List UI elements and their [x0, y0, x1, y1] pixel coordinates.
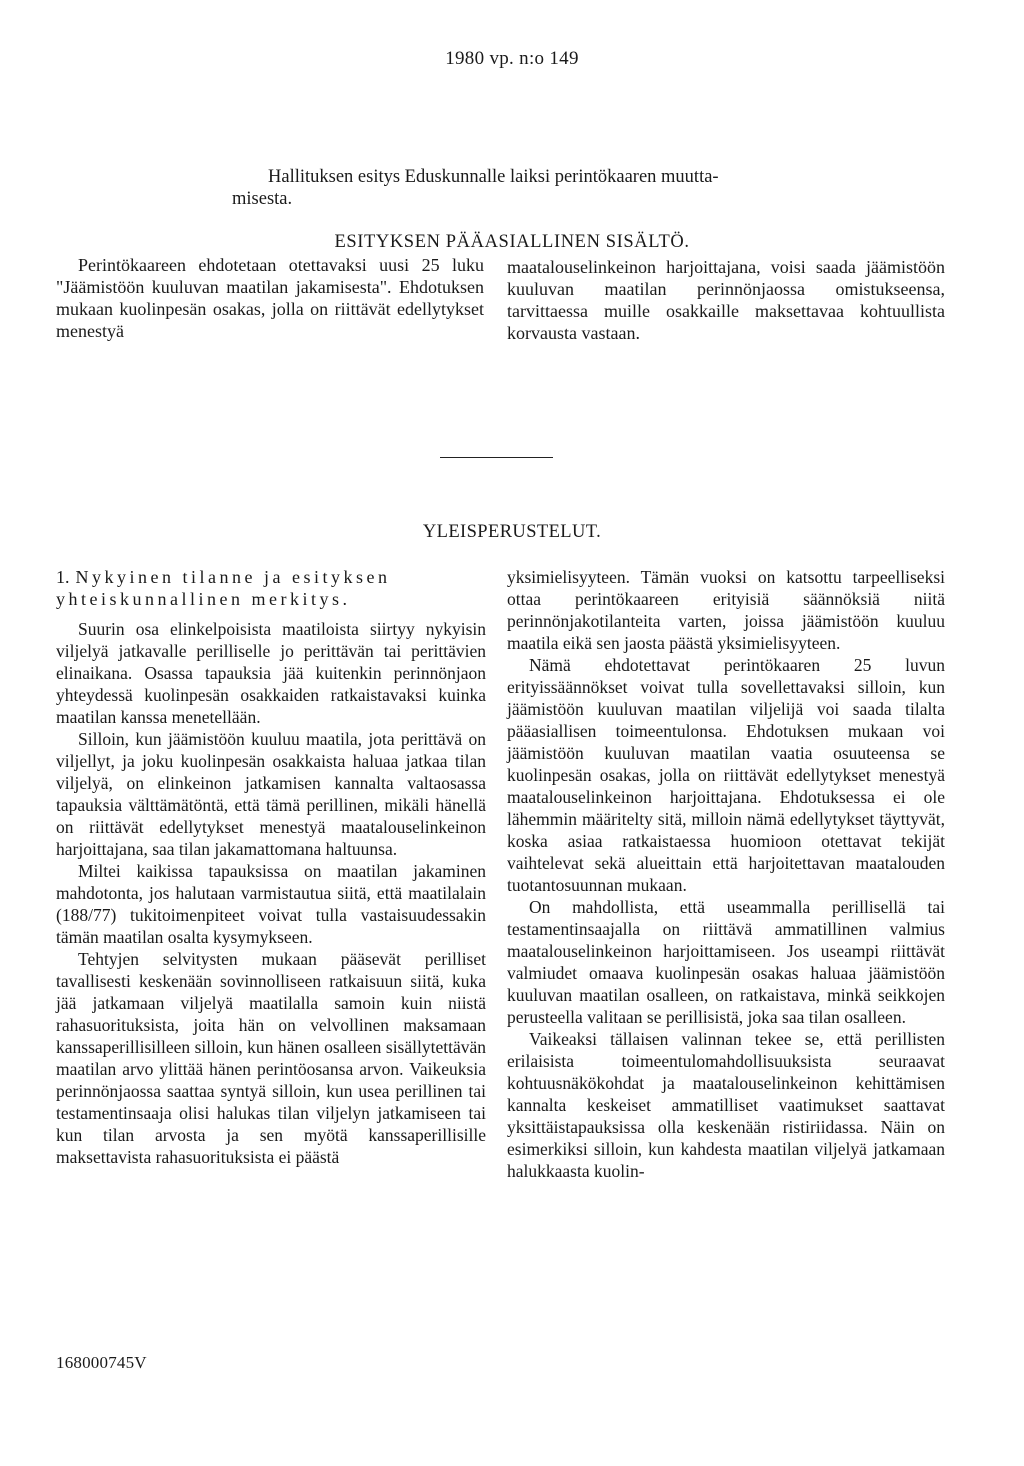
body-paragraph: Suurin osa elinkelpoisista maatiloista siirtyy nykyisin viljelyä jatkavalle perilliselle jo perittävän tai perittävien elinaikana. Osassa tapauksia jää kuitenkin perinnönjaon yhteydessä kuolinpesän osakkaiden ratkaistavaksi kuinka maatilan kanssa menetellään.	[56, 619, 486, 727]
summary-right-text: maatalouselinkeinon harjoittajana, voisi saada jäämistöön kuuluvan maatilan perinnönjaossa omistukseensa, tarvittaessa muille osakkaille maksettavaa kohtuullista korvausta vastaan.	[507, 257, 945, 343]
summary-heading: ESITYKSEN PÄÄASIALLINEN SISÄLTÖ.	[334, 232, 690, 252]
summary-left-column	[56, 254, 484, 342]
body-right-column	[507, 566, 945, 1182]
page-header: 1980 vp. n:o 149	[445, 48, 579, 69]
document-code: 168000745V	[56, 1353, 147, 1372]
general-heading: YLEISPERUSTELUT.	[422, 522, 602, 542]
body-left-column	[56, 566, 486, 1168]
summary-left-text: Perintökaareen ehdotetaan otettavaksi uusi 25 luku "Jäämistöön kuuluvan maatilan jakamisesta". Ehdotuksen mukaan kuolinpesän osakas, jolla on riittävät edellytykset menestyä	[56, 255, 484, 341]
body-paragraph: On mahdollista, että useammalla perillisellä tai testamentinsaajalla on riittävä ammatillinen valmius maatalouselinkeinon harjoittamiseen. Jos useampi riittävät valmiudet omaava kuolinpesän osakas haluaa jäämistöön kuuluvan maatilan osalleen, on ratkaistava, minkä seikkojen perusteella valitaan se perillisistä, joka saa tilan osalleen.	[507, 897, 945, 1027]
body-paragraph-continued: yksimielisyyteen. Tämän vuoksi on katsottu tarpeelliseksi ottaa perintökaareen erityisiä säännöksiä niitä perinnönjakotilanteita varten, joissa jäämistöön kuuluu maatila eikä sen jaosta päästä yksimielisyyteen.	[507, 567, 945, 653]
body-paragraph: Miltei kaikissa tapauksissa on maatilan jakaminen mahdotonta, jos halutaan varmistautua siitä, että maatilalain (188/77) tukitoimenpiteet voivat tulla vastaisuudessakin tämän maatilan osalta kysymykseen.	[56, 861, 486, 947]
title-line-1: Hallituksen esitys Eduskunnalle laiksi perintökaaren muutta-	[268, 167, 719, 187]
document-title	[232, 166, 792, 210]
summary-right-column	[507, 256, 945, 344]
body-paragraph: Vaikeaksi tällaisen valinnan tekee se, että perillisten erilaisista toimeentulomahdollisuuksista seuraavat kohtuusnäkökohdat ja maatalouselinkeinon kehittämisen kannalta keskeiset ammatilliset vaatimukset saattavat yksittäistapauksissa olla keskenään ristiriidassa. Näin on esimerkiksi silloin, kun kahdesta maatilan viljelyä jatkamaan halukkaasta kuolin-	[507, 1029, 945, 1181]
body-paragraph: Nämä ehdotettavat perintökaaren 25 luvun erityissäännökset voivat tulla sovellettavaksi silloin, kun jäämistöön kuuluvan maatilan viljelijä voi saada tilalta pääasiallisen toimeentulonsa. Ehdotuksen mukaan voi jäämistöön kuuluvan maatilan vaatia osuuteensa se kuolinpesän osakas, jolla on riittävät edellytykset menestyä maatalouselinkeinon harjoittajana. Ehdotuksessa ei ole lähemmin määritelty sitä, milloin nämä edellytykset täyttyvät, koska asiaa ratkaistaessa huomioon otettavat tekijät vaihtelevat sekä alueittain että harjoitettavan maatalouden tuotantosuunnan mukaan.	[507, 655, 945, 895]
title-line-2: misesta.	[232, 189, 293, 209]
section-number: 1.	[56, 567, 70, 587]
section-heading	[56, 566, 486, 610]
section-divider	[440, 457, 553, 458]
body-paragraph: Silloin, kun jäämistöön kuuluu maatila, jota perittävä on viljellyt, ja joku kuolinpesän osakkaista haluaa jatkaa tilan viljelyä, on elinkeinon jatkamisen kannalta valtaosassa tapauksia välttämätöntä, että tämä perillinen, mikäli hänellä on riittävät edellytykset menestyä maatalouselinkeinon harjoittajana, saa tilan jakamattomana haltuunsa.	[56, 729, 486, 859]
body-paragraph: Tehtyjen selvitysten mukaan pääsevät perilliset tavallisesti keskenään sovinnolliseen ratkaisuun siitä, kuka jää jatkamaan viljelyä maatilalla samoin kuin niistä rahasuorituksista, joita hän on velvollinen maksamaan kanssaperillisilleen silloin, kun hänen osalleen sisällytettävän maatilan arvo ylittää hänen perintöosansa arvon. Vaikeuksia perinnönjaossa saattaa syntyä silloin, kun usea perillinen tai testamentinsaaja olisi halukas tilan viljelyn jatkamiseen tai kun tilan arvosta ja sen myötä kanssaperillisille maksettavista rahasuorituksista ei päästä	[56, 949, 486, 1167]
section-title: Nykyinen tilanne ja esityksen yhteiskunnallinen merkitys.	[56, 567, 391, 609]
